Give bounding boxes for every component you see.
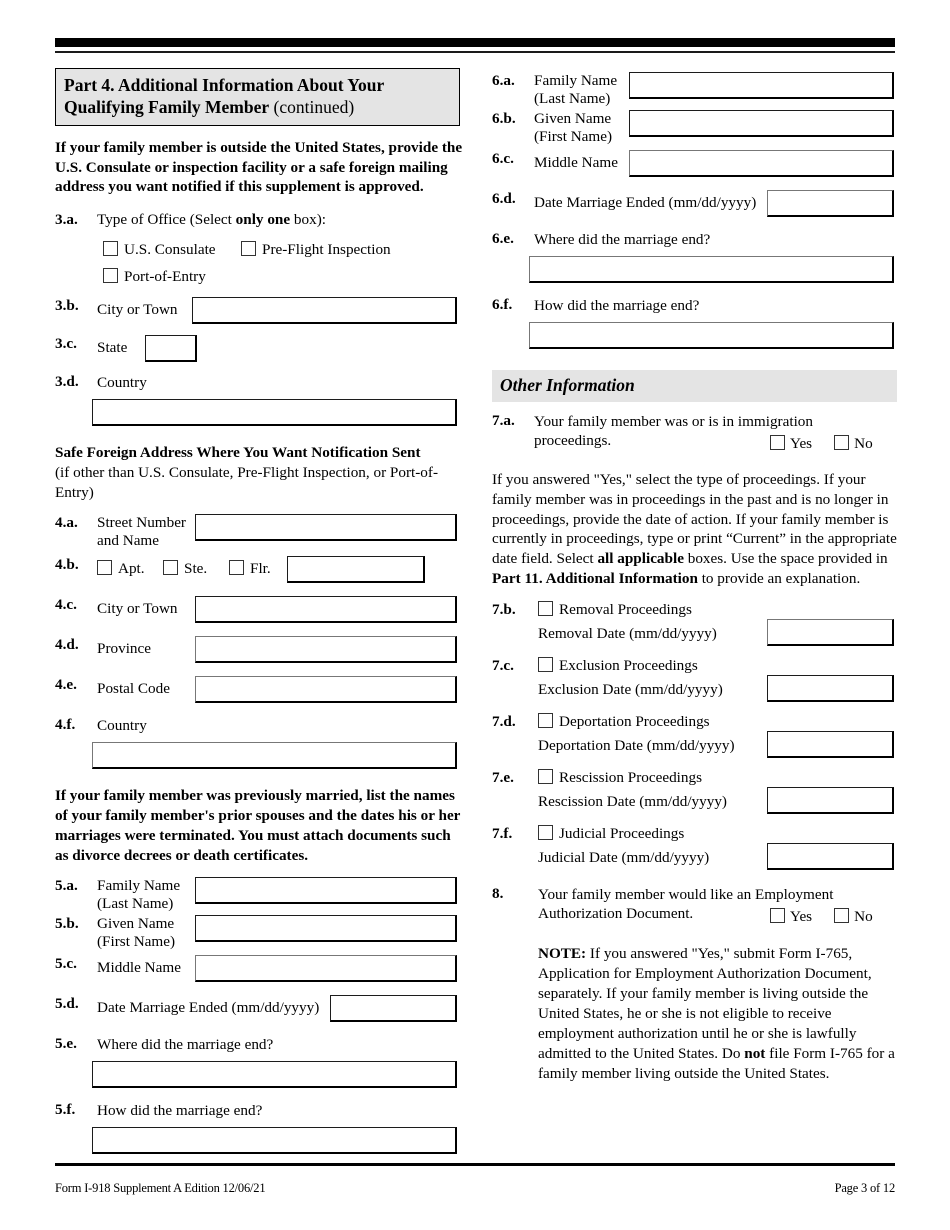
field-8-number: 8. [492,884,504,902]
field-6e-label: Where did the marriage end? [534,231,711,248]
part-4-title: Part 4. Additional Information About Your Qualifying Family Member [64,75,384,118]
field-5e-number: 5.e. [55,1035,77,1053]
field-7e-date-input[interactable] [767,787,894,814]
field-7c-exclusion-proceedings [492,657,897,705]
prior-marriage-paragraph: If your family member was previously married, list the names of your family member's prior spouses and the dates his or her marriages were terminated. You must attach documents such as divorce decrees or death certificates. [55,787,461,864]
field-3b-label: City or Town [97,301,178,319]
field-6a-family-name [492,72,897,106]
field-7f-number: 7.f. [492,824,513,842]
field-6d-date-marriage-ended [492,190,897,220]
field-6a-number: 6.a. [492,72,515,89]
field-6e-number: 6.e. [492,230,514,247]
checkbox-7a-yes[interactable] [770,435,812,452]
field-6d-input[interactable] [767,190,894,217]
field-6e-input[interactable] [529,256,894,283]
field-7c-date-label: Exclusion Date (mm/dd/yyyy) [538,680,723,698]
field-3d-country [55,373,465,429]
field-6c-number: 6.c. [492,150,514,167]
part-4-header [55,68,460,126]
field-6d-number: 6.d. [492,190,516,207]
checkbox-judicial-proceedings[interactable] [538,825,684,843]
field-3b-input[interactable] [192,297,457,324]
field-7b-date-input[interactable] [767,619,894,646]
checkbox-box-icon[interactable] [770,908,785,923]
field-4d-label: Province [97,640,151,658]
field-4c-label: City or Town [97,600,178,618]
field-6b-label: Given Name (First Name) [534,110,613,145]
field-4a-label: Street Number and Name [97,514,186,549]
field-7e-date-label: Rescission Date (mm/dd/yyyy) [538,792,727,810]
proceedings-instructions-paragraph: If you answered "Yes," select the type of proceedings. If your family member was in proceedings in the past and is no longer in proceedings, provide the date of action. If your family member is currently in proceedings, type or print “Current” in the appropriate date field. Select all applicable boxes. Use the space provided in Part 11. Additional Information to provide an explanation. [492,471,897,587]
field-4e-label: Postal Code [97,680,170,698]
field-5f-number: 5.f. [55,1101,76,1119]
field-7c-number: 7.c. [492,656,514,674]
field-7d-date-input[interactable] [767,731,894,758]
checkbox-us-consulate-label: U.S. Consulate [124,241,216,259]
field-5d-label: Date Marriage Ended (mm/dd/yyyy) [97,999,320,1017]
field-7c-date-input[interactable] [767,675,894,702]
checkbox-us-consulate[interactable] [103,241,216,259]
checkbox-exclusion-label: Exclusion Proceedings [559,656,698,674]
right-column [492,68,897,1084]
field-4b-number: 4.b. [55,556,79,574]
field-7d-date-label: Deportation Date (mm/dd/yyyy) [538,736,735,754]
field-4f-label: Country [97,717,147,735]
field-8-yes-no-group [770,908,873,926]
field-4e-postal-code [55,676,465,706]
field-6f-label: How did the marriage end? [534,297,700,314]
checkbox-rescission-proceedings[interactable] [538,769,702,787]
field-7a-number: 7.a. [492,412,515,429]
field-5e-input[interactable] [92,1061,457,1088]
checkbox-flr-label: Flr. [250,560,271,578]
field-7f-date-label: Judicial Date (mm/dd/yyyy) [538,848,710,866]
field-7f-date-input[interactable] [767,843,894,870]
field-7d-number: 7.d. [492,712,516,730]
field-4b-input[interactable] [287,556,425,583]
field-4a-input[interactable] [195,514,457,541]
checkbox-rescission-label: Rescission Proceedings [559,768,702,786]
field-7b-date-label: Removal Date (mm/dd/yyyy) [538,624,717,642]
top-thin-rule [55,51,895,53]
field-5c-number: 5.c. [55,955,77,973]
checkbox-box-icon[interactable] [538,825,553,840]
field-7e-rescission-proceedings [492,769,897,817]
field-5b-number: 5.b. [55,915,79,933]
field-4d-number: 4.d. [55,636,79,654]
left-column [55,68,465,1157]
checkbox-box-icon[interactable] [770,435,785,450]
field-6b-given-name [492,110,897,144]
field-3a-label: Type of Office (Select only one box): [97,211,326,229]
checkbox-port-of-entry[interactable] [103,268,206,286]
field-5c-middle-name [55,955,465,985]
field-3b-number: 3.b. [55,297,79,315]
field-5d-number: 5.d. [55,995,79,1013]
field-5e-where-marriage-ended [55,1035,465,1091]
field-5c-label: Middle Name [97,959,181,977]
checkbox-8-yes[interactable] [770,908,812,925]
field-7b-number: 7.b. [492,600,516,618]
field-3c-state [55,335,465,365]
checkbox-7a-no[interactable] [834,435,873,452]
intro-paragraph: If your family member is outside the United States, provide the U.S. Consulate or inspection facility or a safe foreign mailing address you want notified if this supplement is approved. [55,138,463,196]
field-7d-deportation-proceedings [492,713,897,761]
checkbox-port-of-entry-label: Port-of-Entry [124,268,206,286]
checkbox-ste[interactable] [163,560,207,578]
field-8-employment-authorization [492,885,897,933]
field-6d-label: Date Marriage Ended (mm/dd/yyyy) [534,194,757,211]
footer-page-number: Page 3 of 12 [834,1181,895,1195]
field-6a-input[interactable] [629,72,894,99]
checkbox-deportation-proceedings[interactable] [538,713,710,731]
field-5b-label: Given Name (First Name) [97,915,176,950]
field-3a-number: 3.a. [55,211,78,229]
field-5f-how-marriage-ended [55,1101,465,1157]
checkbox-7a-no-label: No [854,435,873,452]
checkbox-box-icon[interactable] [538,769,553,784]
checkbox-box-icon[interactable] [103,241,118,256]
checkbox-flr[interactable] [229,560,271,578]
field-4b-unit [55,556,465,586]
field-3d-number: 3.d. [55,373,79,391]
checkbox-box-icon[interactable] [163,560,178,575]
checkbox-box-icon[interactable] [538,713,553,728]
checkbox-pre-flight-label: Pre-Flight Inspection [262,241,391,259]
checkbox-deportation-label: Deportation Proceedings [559,712,710,730]
field-4e-input[interactable] [195,676,457,703]
field-6f-input[interactable] [529,322,894,349]
field-3a-type-of-office [55,211,465,285]
field-7b-removal-proceedings [492,601,897,649]
field-4e-number: 4.e. [55,676,77,694]
field-8-label: Your family member would like an Employment Authorization Document. [538,885,834,922]
checkbox-box-icon[interactable] [834,908,849,923]
field-6b-number: 6.b. [492,110,516,127]
checkbox-box-icon[interactable] [229,560,244,575]
field-3b-city-or-town [55,297,465,327]
field-4c-number: 4.c. [55,596,77,614]
checkbox-box-icon[interactable] [538,601,553,616]
other-information-header: Other Information [492,370,897,402]
checkbox-apt-label: Apt. [118,560,145,578]
field-3c-label: State [97,339,128,357]
checkbox-removal-label: Removal Proceedings [559,600,692,618]
field-5a-input[interactable] [195,877,457,904]
field-5e-label: Where did the marriage end? [97,1036,274,1054]
checkbox-box-icon[interactable] [538,657,553,672]
field-7a-label: Your family member was or is in immigration proceedings. [534,413,813,450]
field-3d-label: Country [97,374,147,392]
field-4f-country [55,716,465,772]
page-footer [55,1181,895,1196]
checkbox-box-icon[interactable] [241,241,256,256]
field-6c-input[interactable] [629,150,894,177]
field-7f-judicial-proceedings [492,825,897,873]
field-6a-label: Family Name (Last Name) [534,72,618,107]
note-paragraph: NOTE: If you answered "Yes," submit Form I-765, Application for Employment Authorization Document, separately. If your family member is living outside the United States, he or she is not eligible to receive employment authorization until he or she is lawfully admitted to the United States. Do not file Form I-765 for a family member living outside the United States. [538,944,895,1082]
field-3c-number: 3.c. [55,335,77,353]
checkbox-8-yes-label: Yes [790,907,813,925]
safe-address-heading [55,443,465,502]
footer-form-id: Form I-918 Supplement A Edition 12/06/21 [55,1181,266,1195]
field-6e-where-marriage-ended [492,230,897,286]
part-4-continued: (continued) [269,97,355,118]
safe-address-heading-bold: Safe Foreign Address Where You Want Notification Sent [55,444,421,462]
bottom-rule [55,1163,895,1166]
checkbox-7a-yes-label: Yes [790,435,813,452]
field-6b-input[interactable] [629,110,894,137]
checkbox-judicial-label: Judicial Proceedings [559,824,685,842]
checkbox-pre-flight-inspection[interactable] [241,241,391,259]
field-5d-input[interactable] [330,995,457,1022]
field-4f-input[interactable] [92,742,457,769]
field-4a-number: 4.a. [55,514,78,532]
field-4d-province [55,636,465,666]
field-7a-yes-no-group [770,435,873,453]
field-6f-number: 6.f. [492,296,513,313]
field-5a-family-name [55,877,465,911]
field-7a-immigration-proceedings [492,412,897,460]
checkbox-apt[interactable] [97,560,145,578]
checkbox-box-icon[interactable] [103,268,118,283]
field-5a-number: 5.a. [55,877,78,895]
field-4c-input[interactable] [195,596,457,623]
safe-address-heading-rest: (if other than U.S. Consulate, Pre-Flight Inspection, or Port-of-Entry) [55,463,439,501]
field-5f-label: How did the marriage end? [97,1102,263,1120]
field-4f-number: 4.f. [55,716,76,734]
checkbox-8-no-label: No [854,907,873,925]
field-3d-input[interactable] [92,399,457,426]
field-4d-input[interactable] [195,636,457,663]
field-7e-number: 7.e. [492,768,514,786]
field-4a-street [55,514,465,548]
field-5b-given-name [55,915,465,949]
field-5a-label: Family Name (Last Name) [97,877,181,912]
top-black-bar [55,38,895,47]
field-6c-middle-name [492,150,897,180]
field-6f-how-marriage-ended [492,296,897,352]
checkbox-8-no[interactable] [834,908,873,925]
field-6c-label: Middle Name [534,154,618,171]
field-5f-input[interactable] [92,1127,457,1154]
checkbox-removal-proceedings[interactable] [538,601,692,619]
checkbox-box-icon[interactable] [834,435,849,450]
field-5b-input[interactable] [195,915,457,942]
checkbox-exclusion-proceedings[interactable] [538,657,698,675]
field-4c-city-or-town [55,596,465,626]
checkbox-box-icon[interactable] [97,560,112,575]
field-5c-input[interactable] [195,955,457,982]
field-5d-date-marriage-ended [55,995,465,1025]
field-3c-input[interactable] [145,335,197,362]
checkbox-ste-label: Ste. [184,560,208,578]
